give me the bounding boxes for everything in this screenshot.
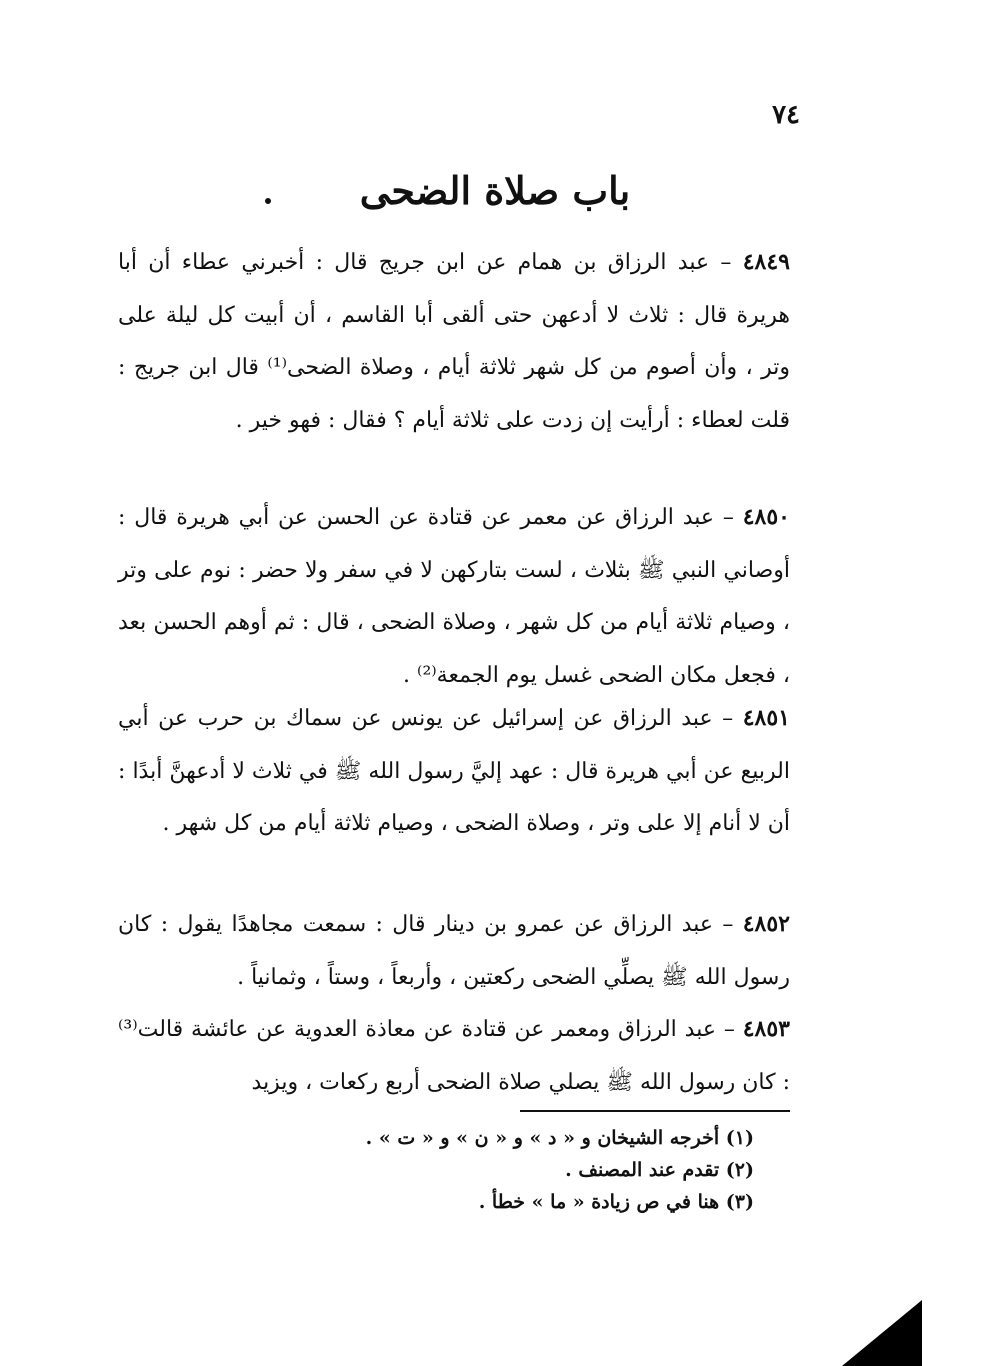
hadith-text: – عبد الرزاق عن معمر عن قتادة عن الحسن عن أبي هريرة قال : أوصاني النبي ﷺ بثلاث ، لست بتاركهن لا في سفر ولا حضر : نوم على وتر ، وصيام ثلاثة أيام من كل شهر ، وصلاة الضحى ، قال : ثم أوهم الحسن بعد ، فجعل مكان الضحى غسل يوم الجمعة⁽²⁾ .	[118, 505, 790, 688]
footnotes	[330, 1122, 754, 1218]
hadith-text: – عبد الرزاق عن إسرائيل عن يونس عن سماك بن حرب عن أبي الربيع عن أبي هريرة قال : عهد إليَّ رسول الله ﷺ في ثلاث لا أدعهنَّ أبدًا : أن لا أنام إلا على وتر ، وصلاة الضحى ، وصيام ثلاثة أيام من كل شهر .	[118, 706, 790, 836]
hadith-paragraph	[118, 491, 790, 702]
page-number: ٧٤	[772, 100, 800, 130]
footnote-2: (٢) تقدم عند المصنف .	[565, 1159, 754, 1181]
hadith-paragraph	[118, 692, 790, 851]
chapter-title: باب صلاة الضحى	[359, 168, 631, 213]
footnote-divider	[520, 1110, 790, 1112]
footnote-1: (١) أخرجه الشيخان و « د » و « ن » و « ت » .	[365, 1127, 754, 1149]
hadith-text: – عبد الرزاق بن همام عن ابن جريج قال : أخبرني عطاء أن أبا هريرة قال : ثلاث لا أدعهن حتى ألقى أبا القاسم ، أن أبيت كل ليلة على وتر ، وأن أصوم من كل شهر ثلاثة أيام ، وصلاة الضحى⁽¹⁾ قال ابن جريج : قلت لعطاء : أرأيت إن زدت على ثلاثة أيام ؟ فقال : فهو خير .	[118, 250, 790, 433]
hadith-paragraph	[118, 236, 790, 447]
hadith-number: ٤٨٥٢	[742, 911, 790, 937]
hadith-paragraph	[118, 1003, 790, 1109]
footnote-3: (٣) هنا في ص زيادة « ما » خطأ .	[478, 1191, 754, 1213]
decorative-dot	[265, 198, 271, 204]
hadith-text: – عبد الرزاق عن عمرو بن دينار قال : سمعت مجاهدًا يقول : كان رسول الله ﷺ يصلِّي الضحى ركعتين ، وأربعاً ، وستاً ، وثمانياً .	[118, 912, 790, 990]
hadith-text: – عبد الرزاق ومعمر عن قتادة عن معاذة العدوية عن عائشة قالت⁽³⁾ : كان رسول الله ﷺ يصلي صلاة الضحى أربع ركعات ، ويزيد	[118, 1017, 790, 1095]
hadith-number: ٤٨٥١	[742, 705, 790, 731]
hadith-number: ٤٨٥٣	[742, 1016, 790, 1042]
hadith-paragraph	[118, 898, 790, 1004]
hadith-number: ٤٨٤٩	[742, 249, 790, 275]
page-corner-mark	[842, 1300, 922, 1366]
hadith-number: ٤٨٥٠	[742, 504, 790, 530]
